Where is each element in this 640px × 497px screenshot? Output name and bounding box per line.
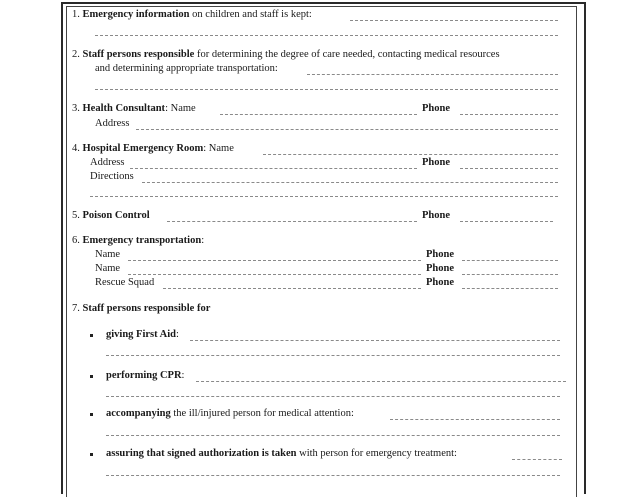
authorization-field-2[interactable] — [106, 475, 560, 476]
accompanying-field-2[interactable] — [106, 435, 560, 436]
rescue-squad-phone-field[interactable] — [462, 288, 558, 289]
poison-control-field[interactable] — [167, 221, 417, 222]
staff-responsible-field[interactable] — [307, 74, 558, 75]
hospital-directions-field-2[interactable] — [90, 196, 558, 197]
directions-label: Directions — [90, 171, 134, 182]
transport-name-field-1[interactable] — [128, 260, 421, 261]
phone-label: Phone — [422, 157, 451, 168]
phone-label: Phone — [422, 210, 451, 221]
transport-phone-field-1[interactable] — [462, 260, 558, 261]
item-number: 1. — [72, 9, 80, 20]
item-heading: Emergency transportation — [82, 235, 202, 246]
item-heading: Staff persons responsible for — [82, 303, 211, 314]
item-6 — [72, 235, 204, 247]
item-2-continuation: and determining appropriate transportation: — [95, 63, 278, 74]
item-heading: Poison Control — [82, 210, 150, 221]
bullet-icon — [90, 413, 93, 416]
hospital-name-field[interactable] — [263, 154, 558, 155]
authorization-field[interactable] — [512, 459, 562, 460]
rescue-squad-label: Rescue Squad — [95, 277, 155, 288]
phone-label: Phone — [422, 103, 451, 114]
item-heading: Emergency information — [82, 9, 190, 20]
item-text: : — [201, 235, 205, 246]
bullet-icon — [90, 453, 93, 456]
item-heading: Health Consultant — [82, 103, 166, 114]
item-1 — [72, 9, 312, 21]
bullet-item-first-aid: giving First Aid: — [106, 329, 179, 340]
accompanying-field[interactable] — [390, 419, 560, 420]
item-4 — [72, 143, 234, 155]
item-7 — [72, 303, 210, 315]
first-aid-field[interactable] — [190, 340, 560, 341]
hospital-address-field[interactable] — [130, 168, 417, 169]
health-consultant-phone-field[interactable] — [460, 114, 558, 115]
form-inner-border — [66, 6, 577, 497]
hospital-directions-field[interactable] — [142, 182, 558, 183]
rescue-squad-field[interactable] — [163, 288, 421, 289]
item-number: 2. — [72, 49, 80, 60]
transport-name-label: Name — [95, 263, 121, 274]
poison-control-phone-field[interactable] — [460, 221, 553, 222]
item-number: 5. — [72, 210, 80, 221]
address-label: Address — [90, 157, 125, 168]
item-3 — [72, 103, 196, 115]
item-text: : Name — [165, 103, 196, 114]
transport-name-label: Name — [95, 249, 121, 260]
hospital-phone-field[interactable] — [460, 168, 558, 169]
item-2 — [72, 49, 500, 61]
transport-phone-field-2[interactable] — [462, 274, 558, 275]
health-consultant-address-field[interactable] — [136, 129, 558, 130]
phone-label: Phone — [426, 263, 455, 274]
transport-name-field-2[interactable] — [128, 274, 421, 275]
item-5 — [72, 210, 150, 222]
bullet-item-authorization: assuring that signed authorization is taken with person for emergency treatment: — [106, 448, 457, 459]
item-text: for determining the degree of care needed, contacting medical resources — [194, 49, 500, 60]
item-heading: Hospital Emergency Room — [82, 143, 204, 154]
first-aid-field-2[interactable] — [106, 355, 560, 356]
item-text: : Name — [203, 143, 234, 154]
bullet-item-accompanying: accompanying the ill/injured person for medical attention: — [106, 408, 354, 419]
staff-responsible-field-2[interactable] — [95, 89, 558, 90]
bullet-icon — [90, 375, 93, 378]
emergency-info-field[interactable] — [350, 20, 558, 21]
item-heading: Staff persons responsible — [82, 49, 195, 60]
cpr-field[interactable] — [196, 381, 566, 382]
bullet-item-cpr: performing CPR: — [106, 370, 185, 381]
item-number: 4. — [72, 143, 80, 154]
item-number: 3. — [72, 103, 80, 114]
item-number: 7. — [72, 303, 80, 314]
health-consultant-name-field[interactable] — [220, 114, 417, 115]
address-label: Address — [95, 118, 130, 129]
phone-label: Phone — [426, 249, 455, 260]
phone-label: Phone — [426, 277, 455, 288]
cpr-field-2[interactable] — [106, 396, 560, 397]
item-number: 6. — [72, 235, 80, 246]
item-text: on children and staff is kept: — [189, 9, 312, 20]
emergency-info-field-2[interactable] — [95, 35, 558, 36]
bullet-icon — [90, 334, 93, 337]
